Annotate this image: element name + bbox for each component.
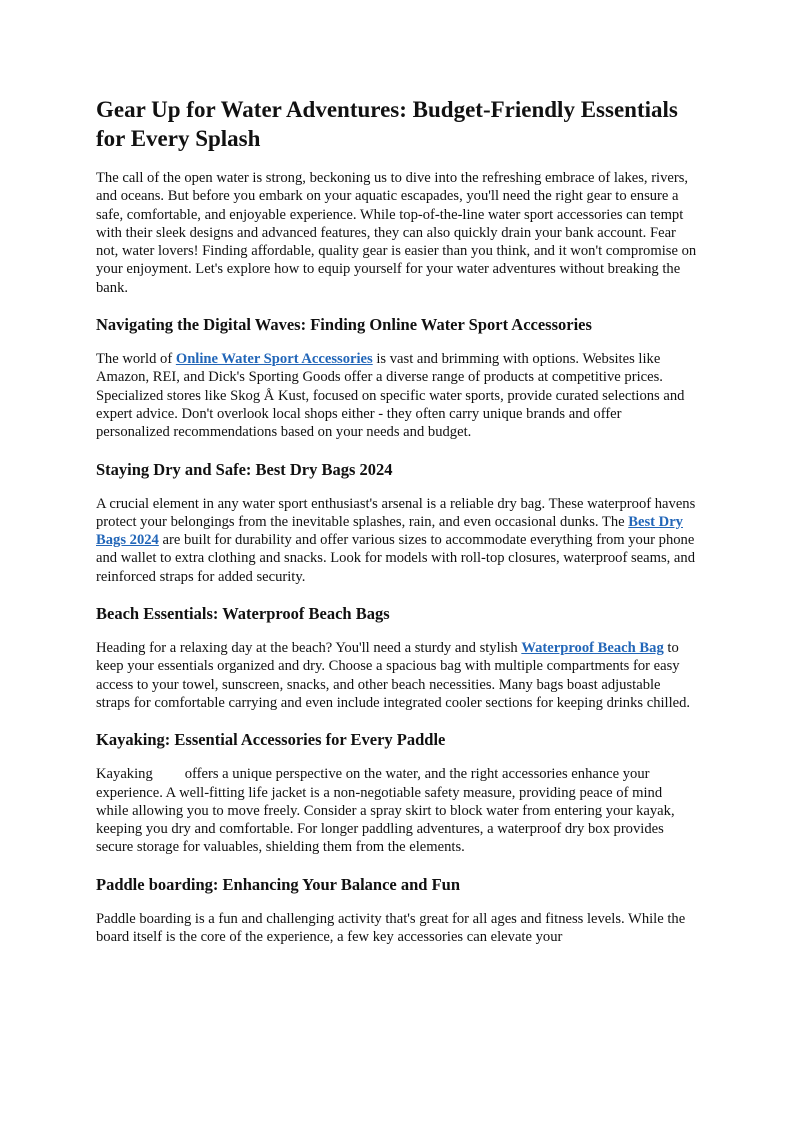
section-heading-beach-bags: Beach Essentials: Waterproof Beach Bags	[96, 604, 390, 624]
paragraph-text: The world of	[96, 351, 176, 368]
online-water-sport-accessories-link[interactable]: Online Water Sport Accessories	[175, 351, 373, 368]
waterproof-beach-bag-link[interactable]: Waterproof Beach Bag	[521, 640, 664, 657]
section-paragraph-dry-bags	[96, 495, 698, 586]
section-paragraph-beach-bags	[96, 639, 698, 712]
section-heading-kayaking: Kayaking: Essential Accessories for Every Paddle	[96, 730, 446, 750]
intro-paragraph: The call of the open water is strong, beckoning us to dive into the refreshing embrace of lakes, rivers, and oceans. But before you embark on your aquatic escapades, you'll need the right gear to ensure a safe, comfortable, and enjoyable experience. While top-of-the-line water sport accessories can tempt with their sleek designs and advanced features, they can also quickly drain your bank account. Fear not, water lovers! Finding affordable, quality gear is easier than you think, and it won't compromise on your enjoyment. Let's explore how to equip yourself for your water adventures without breaking the bank.	[96, 170, 697, 296]
section-heading-dry-bags: Staying Dry and Safe: Best Dry Bags 2024	[96, 459, 393, 479]
page-title: Gear Up for Water Adventures: Budget-Friendly Essentials for Every Splash	[96, 97, 678, 151]
paragraph-text: Heading for a relaxing day at the beach? You'll need a sturdy and stylish	[96, 640, 522, 657]
section-paragraph-kayaking	[96, 765, 698, 856]
paragraph-text: to keep your essentials organized and dry. Choose a spacious bag with multiple compartments for easy access to your towel, sunscreen, snacks, and other beach necessities. Many bags boast adjustable straps for comfortable carrying and even include integrated cooler sections for keeping drinks chilled.	[96, 640, 691, 711]
section-heading-paddle-boarding: Paddle boarding: Enhancing Your Balance and Fun	[96, 874, 461, 894]
section-heading-online-accessories: Navigating the Digital Waves: Finding Online Water Sport Accessories	[96, 315, 592, 335]
section-paragraph-online-accessories	[96, 350, 698, 441]
paragraph-text: is vast and brimming with options. Websites like Amazon, REI, and Dick's Sporting Goods offer a diverse range of products at competitive prices. Specialized stores like Skog Å Kust, focused on specific water sports, provide curated selections and expert advice. Don't overlook local shops either - they often carry unique brands and offer personalized recommendations based on your needs and budget.	[96, 351, 685, 441]
section-paragraph-paddle-boarding: Paddle boarding is a fun and challenging activity that's great for all ages and fitness levels. While the board itself is the core of the experience, a few key accessories can elevate your	[96, 910, 686, 946]
paragraph-text: Kayaking	[96, 766, 153, 783]
best-dry-bags-2024-link[interactable]: Best Dry Bags 2024	[96, 513, 683, 549]
paragraph-text: are built for durability and offer various sizes to accommodate everything from your phone and wallet to extra clothing and snacks. Look for models with roll-top closures, waterproof seams, and reinforced straps for added security.	[96, 532, 695, 585]
paragraph-text: A crucial element in any water sport enthusiast's arsenal is a reliable dry bag. These waterproof havens protect your belongings from the inevitable splashes, rain, and even occasional dunks. The	[96, 495, 696, 530]
paragraph-text: offers a unique perspective on the water, and the right accessories enhance your experience. A well-fitting life jacket is a non-negotiable safety measure, providing peace of mind while allowing you to move freely. Consider a spray skirt to block water from entering your kayak, keeping you dry and comfortable. For longer paddling adventures, a waterproof dry box provides secure storage for valuables, shielding them from the elements.	[96, 766, 675, 856]
